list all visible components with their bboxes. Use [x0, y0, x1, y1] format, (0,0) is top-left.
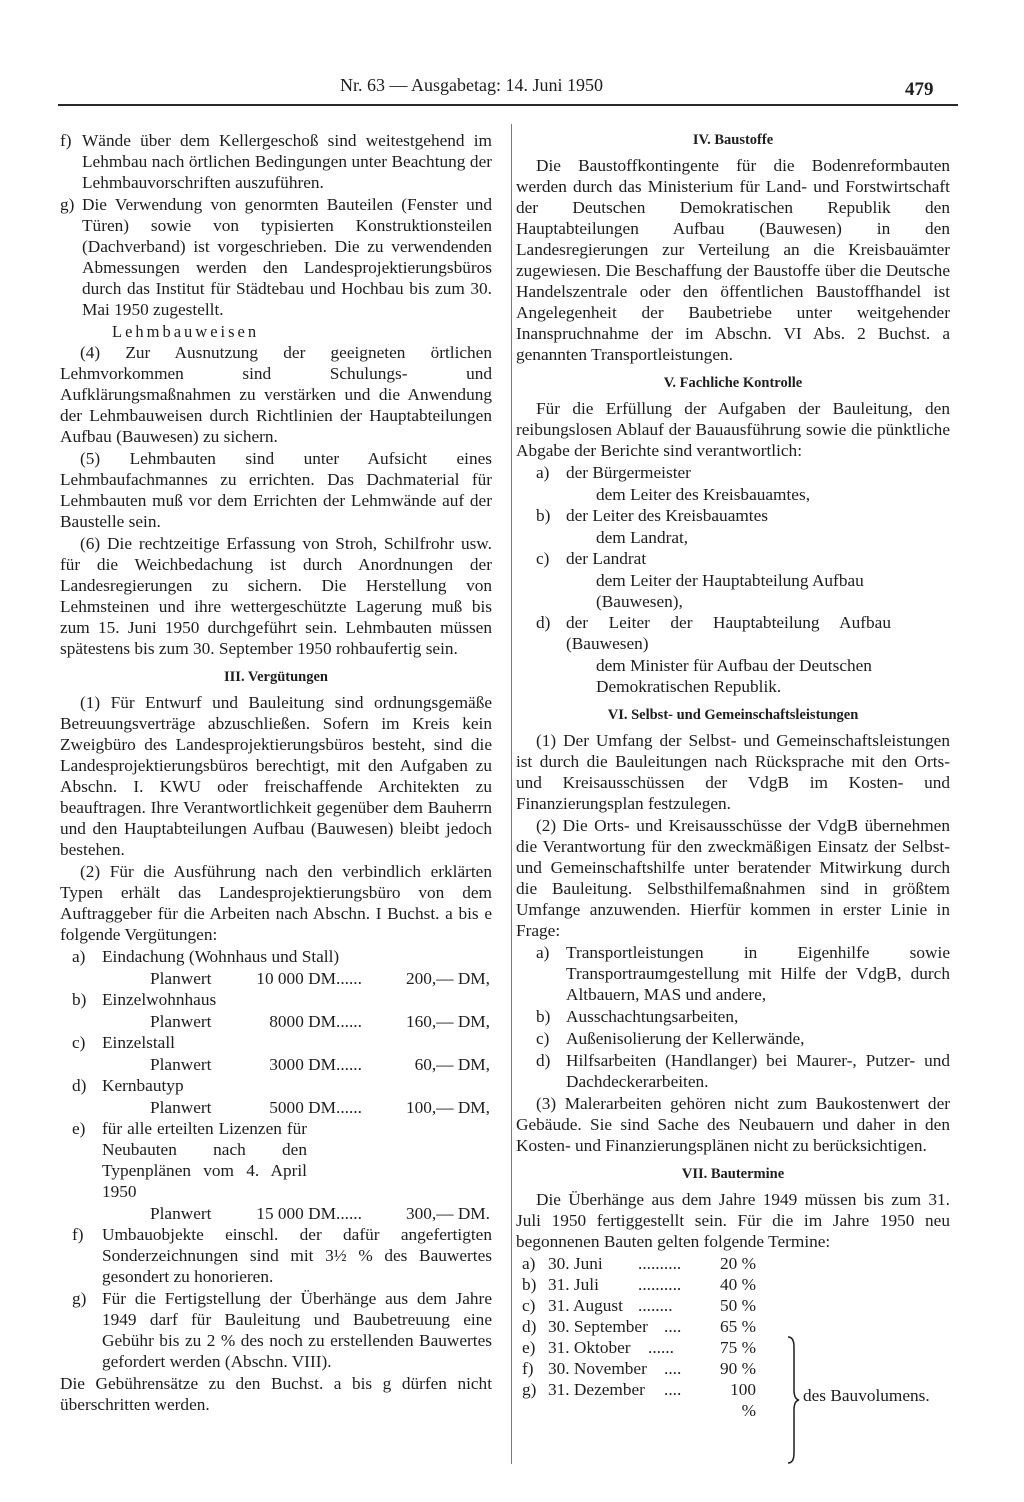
- list-item: c) Außenisolierung der Kellerwände,: [536, 1029, 805, 1048]
- fee-row: Planwert 3000 DM ...... 60,— DM,: [150, 1055, 490, 1074]
- responsibility-list: [516, 462, 950, 697]
- paragraph: (4) Zur Ausnutzung der geeigneten örtlichen Lehmvorkommen sind Schulungs- und Aufklärungsmaßnahmen zu verstärken und die Anwendung der Lehmbauweisen durch Richtlinien der Hauptabteilungen Aufbau (Bauwesen) zu sichern.: [60, 343, 492, 446]
- list-item: f) Umbauobjekte einschl. der dafür angefertigten Sonderzeichnungen sind mit 3½ % des Bauwertes gesondert zu honorieren.: [72, 1225, 492, 1286]
- list-item: d) Hilfsarbeiten (Handlanger) bei Maurer-, Putzer- und Dachdeckerarbeiten.: [536, 1051, 950, 1091]
- fee-item: a) Eindachung (Wohnhaus und Stall): [72, 947, 340, 966]
- fee-row: Planwert 10 000 DM ...... 200,— DM,: [150, 969, 490, 988]
- section-heading: V. Fachliche Kontrolle: [663, 375, 803, 391]
- list-item: a) der Bürgermeister: [536, 463, 691, 482]
- list-item-recipient: dem Leiter des Kreisbauamtes,: [596, 485, 811, 504]
- section-heading: VI. Selbst- und Gemeinschaftsleistungen: [607, 707, 859, 723]
- closing-paragraph: Die Gebührensätze zu den Buchst. a bis g dürfen nicht überschritten werden.: [60, 1374, 492, 1414]
- header-rule: [58, 104, 958, 106]
- paragraph: (3) Malerarbeiten gehören nicht zum Baukostenwert der Gebäude. Sie sind Sache des Neubauern und daher in den Kosten- und Finanzierungsplänen nicht zu berücksichtigen.: [516, 1094, 950, 1155]
- fee-item: b) Einzelwohnhaus: [72, 990, 217, 1009]
- page-header: Nr. 63 — Ausgabetag: 14. Juni 1950: [340, 75, 603, 95]
- list-item: d) der Leiter der Hauptabteilung Aufbau (Bauwesen): [536, 613, 891, 653]
- fee-list: [60, 946, 492, 1224]
- deadline-row: b) 31. Juli .......... 40 %: [522, 1275, 756, 1294]
- fee-row: Planwert 8000 DM ...... 160,— DM,: [150, 1012, 490, 1031]
- left-column: [60, 130, 492, 1416]
- list-item-recipient: dem Leiter der Hauptabteilung Aufbau (Bauwesen),: [596, 571, 864, 611]
- paragraph: Die Überhänge aus dem Jahre 1949 müssen bis zum 31. Juli 1950 fertiggestellt sein. Für die im Jahre 1950 neu begonnenen Bauten gelten folgende Termine:: [516, 1190, 950, 1251]
- list-item: b) Ausschachtungsarbeiten,: [536, 1007, 739, 1026]
- section-heading: VII. Bautermine: [681, 1166, 785, 1182]
- paragraph: Die Baustoffkontingente für die Bodenreformbauten werden durch das Ministerium für Land- und Forstwirtschaft der Deutschen Demokratischen Republik den Hauptabteilungen Aufbau (Bauwesen) in den Landesregierungen zur Verteilung an die Kreisbauämter zugewiesen. Die Beschaffung der Baustoffe über die Deutsche Handelszentrale oder den öffentlichen Baustoffhandel ist Angelegenheit der Baubetriebe unter weitgehender Inanspruchnahme der im Abschn. VI Abs. 2 Buchst. a genannten Transportleistungen.: [516, 156, 950, 364]
- selfhelp-list: [516, 942, 950, 1092]
- paragraph: (1) Für Entwurf und Bauleitung sind ordnungsgemäße Betreuungsverträge abzuschließen. Sofern im Kreis kein Zweigbüro des Landesprojektierungsbüros besteht, sind die Landesprojektierungsbüros berechtigt, mit den Aufgaben zu Abschn. I. KWU oder freischaffende Architekten zu beauftragen. Ihre Verantwortlichkeit gegenüber dem Bauherrn und den Hauptabteilungen Aufbau (Bauwesen) bleibt jedoch bestehen.: [60, 693, 492, 859]
- paragraph: (6) Die rechtzeitige Erfassung von Stroh, Schilfrohr usw. für die Weichbedachung ist durch Anordnungen der Landesregierungen zu sichern. Die Herstellung von Lehmsteinen und ihre wettergeschützte Lagerung muß bis zum 15. Juni 1950 durchgeführt sein. Lehmbauten müssen spätestens bis zum 30. September 1950 rohbaufertig sein.: [60, 534, 492, 658]
- paragraph: (1) Der Umfang der Selbst- und Gemeinschaftsleistungen ist durch die Bauleitungen nach Rücksprache mit den Orts- und Kreisausschüssen der VdgB im Kosten- und Finanzierungsplan festzulegen.: [516, 731, 950, 813]
- right-column: [516, 130, 950, 1421]
- subheading-lehmbauweisen: Lehmbauweisen: [112, 322, 260, 341]
- fee-item: d) Kernbautyp: [72, 1076, 184, 1095]
- list-item: g) Für die Fertigstellung der Überhänge aus dem Jahre 1949 darf für Bauleitung und Baubetreuung eine Gebühr bis zu 2 % des noch zu erstellenden Bauwertes gefordert werden (Abschn. VIII).: [72, 1289, 492, 1371]
- paragraph: (5) Lehmbauten sind unter Aufsicht eines Lehmbaufachmannes zu errichten. Das Dachmaterial für Lehmbauten muß vor dem Errichten der Lehmwände auf der Baustelle sein.: [60, 449, 492, 531]
- list-item: g) Die Verwendung von genormten Bauteilen (Fenster und Türen) sowie von typisierten Konstruktionsteilen (Dachverband) ist vorgeschrieben. Die zu verwendenden Abmessungen werden den Landesprojektierungsbüros durch das Institut für Städtebau und Hochbau bis zum 30. Mai 1950 zugestellt.: [60, 195, 492, 319]
- deadline-row: a) 30. Juni .......... 20 %: [522, 1254, 756, 1273]
- paragraph: (2) Für die Ausführung nach den verbindlich erklärten Typen erhält das Landesprojektierungsbüro von dem Auftraggeber für die Arbeiten nach Abschn. I Buchst. a bis e folgende Vergütungen:: [60, 862, 492, 944]
- list-item-recipient: dem Landrat,: [596, 528, 689, 547]
- list-item-recipient: dem Minister für Aufbau der Deutschen Demokratischen Republik.: [596, 656, 872, 696]
- page-number: 479: [905, 79, 934, 100]
- list-item: b) der Leiter des Kreisbauamtes: [536, 506, 769, 525]
- fee-row: Planwert 5000 DM ...... 100,— DM,: [150, 1098, 490, 1117]
- fee-row: Planwert 15 000 DM ...... 300,— DM.: [150, 1204, 490, 1223]
- deadline-row: g) 31. Dezember .... 100 %: [522, 1380, 756, 1420]
- section-heading: IV. Baustoffe: [692, 132, 774, 148]
- list-item: a) Transportleistungen in Eigenhilfe sowie Transportraumgestellung mit Hilfe der VdgB, durch Altbauern, MAS und andere,: [536, 943, 950, 1004]
- deadline-row: f) 30. November .... 90 %: [522, 1359, 756, 1378]
- paragraph: Für die Erfüllung der Aufgaben der Bauleitung, den reibungslosen Ablauf der Bauausführung sowie die pünktliche Abgabe der Berichte sind verantwortlich:: [516, 399, 950, 460]
- column-divider: [511, 124, 512, 1464]
- deadline-suffix: des Bauvolumens.: [803, 1386, 930, 1405]
- paragraph: (2) Die Orts- und Kreisausschüsse der VdgB übernehmen die Verantwortung für den zweckmäßigen Einsatz der Selbst- und Gemeinschaftshilfe unter beratender Mitwirkung durch die Bauleitung. Selbsthilfemaßnahmen sind in größtem Umfange anzuwenden. Hierfür kommen in erster Linie in Frage:: [516, 816, 950, 940]
- section-heading: III. Vergütungen: [224, 669, 328, 685]
- list-item: f) Wände über dem Kellergeschoß sind weitestgehend im Lehmbau nach örtlichen Bedingungen unter Beachtung der Lehmbauvorschriften auszuführen.: [60, 131, 492, 192]
- list-item: c) der Landrat: [536, 549, 647, 568]
- fee-item: e) für alle erteilten Lizenzen für Neubauten nach den Typenplänen vom 4. April 1950: [72, 1119, 307, 1201]
- curly-brace: [786, 1335, 800, 1465]
- deadline-row: e) 31. Oktober ...... 75 %: [522, 1338, 756, 1357]
- deadline-row: d) 30. September .... 65 %: [522, 1317, 756, 1336]
- fee-item: c) Einzelstall: [72, 1033, 175, 1052]
- deadline-row: c) 31. August ........ 50 %: [522, 1296, 756, 1315]
